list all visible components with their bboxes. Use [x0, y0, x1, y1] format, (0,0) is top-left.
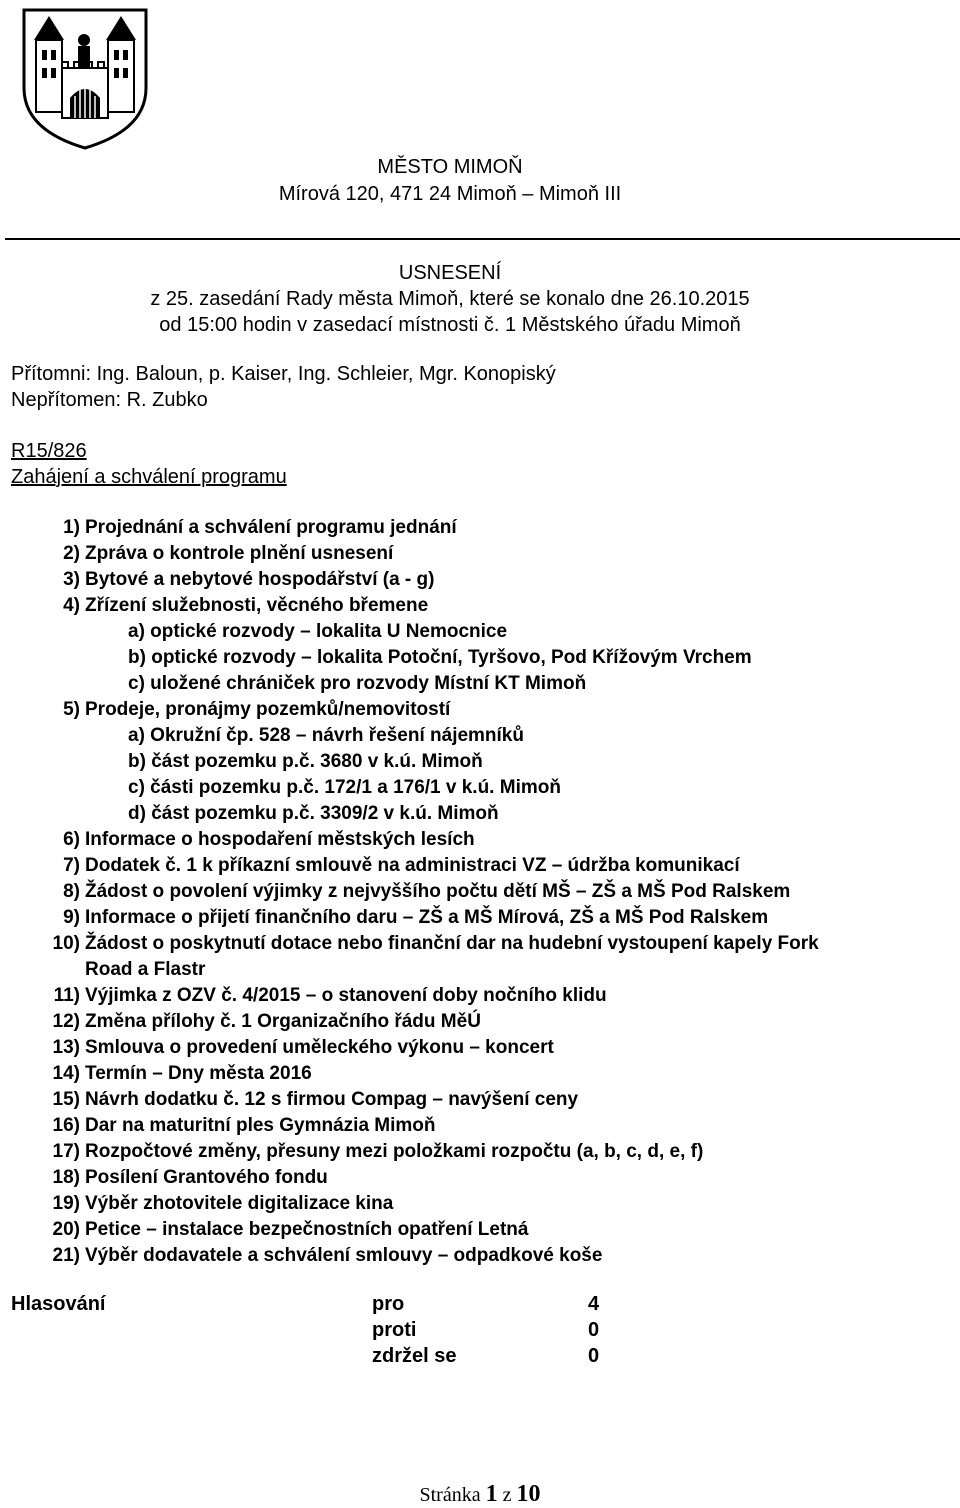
agenda-item-number: 3): [63, 569, 80, 590]
section-code: R15/826: [11, 440, 87, 462]
agenda-item-text: Změna přílohy č. 1 Organizačního řádu MěÚ: [85, 1011, 481, 1032]
agenda-item-text: Informace o přijetí finančního daru – ZŠ a MŠ Mírová, ZŠ a MŠ Pod Ralskem: [85, 907, 769, 928]
agenda-item-number: 1): [63, 517, 80, 538]
resolution-line-2: od 15:00 hodin v zasedací místnosti č. 1 Městského úřadu Mimoň: [159, 314, 741, 336]
agenda-item-text: Výjimka z OZV č. 4/2015 – o stanovení doby nočního klidu: [85, 985, 607, 1006]
agenda-subitem: b) optické rozvody – lokalita Potoční, Tyršovo, Pod Křížovým Vrchem: [128, 647, 752, 668]
agenda-item-text: Žádost o poskytnutí dotace nebo finanční dar na hudební vystoupení kapely Fork: [85, 933, 819, 954]
footer-of: z: [502, 1484, 512, 1506]
agenda-subitem: c) uložené chrániček pro rozvody Místní KT Mimoň: [128, 673, 587, 694]
agenda-subitem: a) Okružní čp. 528 – návrh řešení nájemníků: [128, 725, 524, 746]
agenda-item-number: 6): [63, 829, 80, 850]
agenda-item-text: Zpráva o kontrole plnění usnesení: [85, 543, 394, 564]
agenda-item-text: Dodatek č. 1 k příkazní smlouvě na administraci VZ – údržba komunikací: [85, 855, 740, 876]
agenda-subitem: d) část pozemku p.č. 3309/2 v k.ú. Mimoň: [128, 803, 499, 824]
vote-abstain-value: 0: [588, 1345, 600, 1367]
agenda-item-text: Road a Flastr: [85, 959, 206, 980]
agenda-item-number: 18): [52, 1167, 80, 1188]
agenda-item-number: 16): [52, 1115, 80, 1136]
section-title: Zahájení a schválení programu: [11, 466, 287, 488]
agenda-item-text: Výběr zhotovitele digitalizace kina: [85, 1193, 394, 1214]
agenda-item-number: 4): [63, 595, 80, 616]
agenda-item-number: 9): [63, 907, 80, 928]
agenda-item-number: 10): [52, 933, 80, 954]
vote-against-value: 0: [588, 1319, 600, 1341]
city-name: MĚSTO MIMOŇ: [377, 156, 523, 178]
page-footer: [0, 1481, 960, 1508]
agenda-item-number: 21): [52, 1245, 80, 1266]
agenda-subitem: c) části pozemku p.č. 172/1 a 176/1 v k.ú. Mimoň: [128, 777, 561, 798]
agenda-item-number: 8): [63, 881, 80, 902]
agenda-item-number: 17): [52, 1141, 80, 1162]
agenda-item-number: 2): [63, 543, 80, 564]
footer-page: 1: [485, 1481, 498, 1507]
agenda-item-text: Posílení Grantového fondu: [85, 1167, 328, 1188]
agenda-item-number: 7): [63, 855, 80, 876]
agenda-item-number: 20): [52, 1219, 80, 1240]
agenda-item-text: Návrh dodatku č. 12 s firmou Compag – navýšení ceny: [85, 1089, 579, 1110]
voting-label: Hlasování: [11, 1293, 106, 1315]
agenda-item-text: Dar na maturitní ples Gymnázia Mimoň: [85, 1115, 436, 1136]
footer-word: Stránka: [419, 1484, 481, 1506]
agenda-item-text: Termín – Dny města 2016: [85, 1063, 312, 1084]
city-crest-logo: [20, 6, 150, 152]
agenda-item-text: Bytové a nebytové hospodářství (a - g): [85, 569, 435, 590]
resolution-line-1: z 25. zasedání Rady města Mimoň, které se konalo dne 26.10.2015: [150, 288, 750, 310]
agenda-item-text: Zřízení služebnosti, věcného břemene: [85, 595, 429, 616]
agenda-subitem: a) optické rozvody – lokalita U Nemocnice: [128, 621, 508, 642]
header-divider: [5, 238, 960, 240]
agenda-item-number: 12): [52, 1011, 80, 1032]
agenda-item-number: 15): [52, 1089, 80, 1110]
agenda-subitem: b) část pozemku p.č. 3680 v k.ú. Mimoň: [128, 751, 483, 772]
agenda-item-number: 5): [63, 699, 80, 720]
agenda-item-number: 19): [52, 1193, 80, 1214]
city-address: Mírová 120, 471 24 Mimoň – Mimoň III: [278, 183, 622, 205]
agenda-item-text: Smlouva o provedení uměleckého výkonu – koncert: [85, 1037, 554, 1058]
vote-for-label: pro: [372, 1293, 405, 1315]
agenda-item-text: Žádost o povolení výjimky z nejvyššího počtu dětí MŠ – ZŠ a MŠ Pod Ralskem: [85, 881, 791, 902]
agenda-item-number: 14): [52, 1063, 80, 1084]
footer-total: 10: [516, 1481, 541, 1507]
attendance-present: Přítomni: Ing. Baloun, p. Kaiser, Ing. Schleier, Mgr. Konopiský: [11, 363, 556, 385]
agenda-item-text: Prodeje, pronájmy pozemků/nemovitostí: [85, 699, 451, 720]
agenda-item-text: Výběr dodavatele a schválení smlouvy – odpadkové koše: [85, 1245, 603, 1266]
agenda-item-text: Rozpočtové změny, přesuny mezi položkami rozpočtu (a, b, c, d, e, f): [85, 1141, 704, 1162]
attendance-absent: Nepřítomen: R. Zubko: [11, 389, 208, 411]
agenda-item-number: 11): [53, 985, 80, 1006]
agenda-item-text: Informace o hospodaření městských lesích: [85, 829, 475, 850]
vote-for-value: 4: [588, 1293, 600, 1315]
vote-abstain-label: zdržel se: [372, 1345, 457, 1367]
vote-against-label: proti: [372, 1319, 417, 1341]
agenda-item-text: Projednání a schválení programu jednání: [85, 517, 457, 538]
agenda-item-number: 13): [52, 1037, 80, 1058]
agenda-item-text: Petice – instalace bezpečnostních opatření Letná: [85, 1219, 529, 1240]
resolution-title: USNESENÍ: [398, 262, 502, 284]
